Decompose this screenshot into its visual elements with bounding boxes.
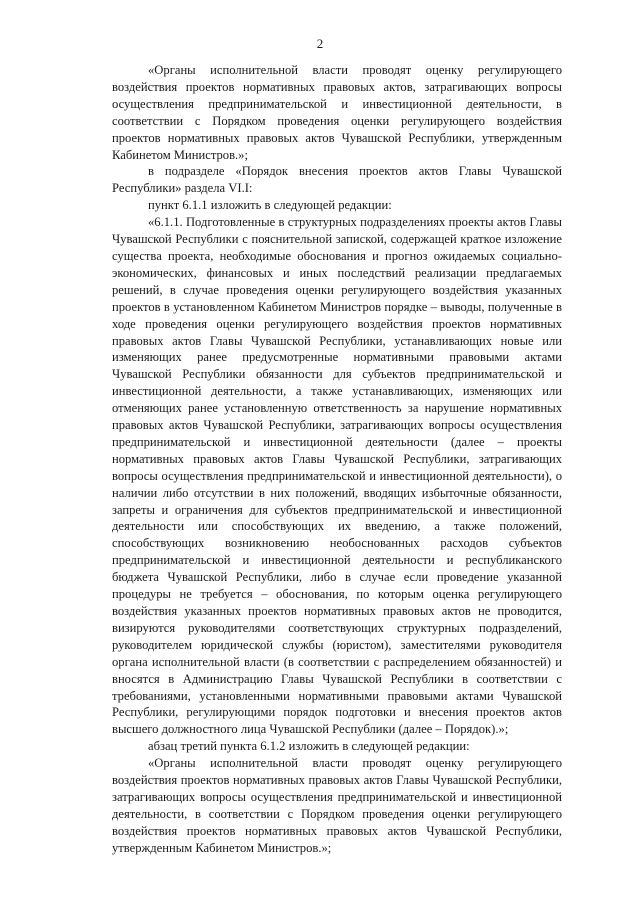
paragraph-1: «Органы исполнительной власти проводят оценку регулирующего воздействия проектов нормативных правовых актов, затрагивающих вопросы осуществления предпринимательской и инвестиционной деятельности, в соответствии с Порядком проведения оценки регулирующего воздействия проектов нормативных правовых актов Чувашской Республики, утвержденным Кабинетом Министров.»; (112, 63, 562, 162)
paragraph-2: в подразделе «Порядок внесения проектов актов Главы Чувашской Республики» раздела VI.I: (112, 164, 562, 196)
paragraph-5: абзац третий пункта 6.1.2 изложить в следующей редакции: (148, 739, 470, 754)
paragraph-3: пункт 6.1.1 изложить в следующей редакции: (148, 198, 392, 213)
document-body (112, 62, 562, 857)
paragraph-4: «6.1.1. Подготовленные в структурных подразделениях проекты актов Главы Чувашской Республики с пояснительной запиской, содержащей краткое изложение существа проекта, необходимые обоснования и прогноз ожидаемых социально-экономических, финансовых и иных последствий реализации предлагаемых решений, в случае проведения оценки регулирующего воздействия указанных проектов в установленном Кабинетом Министров порядке – выводы, полученные в ходе проведения оценки регулирующего воздействия проектов нормативных правовых актов Главы Чувашской Республики, устанавливающих новые или изменяющих ранее предусмотренные нормативными правовыми актами Чувашской Республики обязанности для субъектов предпринимательской и инвестиционной деятельности, а также устанавливающих, изменяющих или отменяющих ранее установленную ответственность за нарушение нормативных правовых актов Чувашской Республики, затрагивающих вопросы осуществления предпринимательской и инвестиционной деятельности (далее – проекты нормативных правовых актов Главы Чувашской Республики, затрагивающих вопросы осуществления предпринимательской и инвестиционной деятельности), о наличии либо отсутствии в них положений, вводящих избыточные обязанности, запреты и ограничения для субъектов предпринимательской и инвестиционной деятельности или способствующих их введению, а также положений, способствующих возникновению необоснованных расходов субъектов предпринимательской и инвестиционной деятельности и республиканского бюджета Чувашской Республики, либо в случае если проведение указанной процедуры не требуется – обоснования, по которым оценка регулирующего воздействия указанных проектов нормативных правовых актов не проводится, визируются руководителями соответствующих структурных подразделений, руководителем юридической службы (юристом), заместителями руководителя органа исполнительной власти (в соответствии с распределением обязанностей) и вносятся в Администрацию Главы Чувашской Республики в соответствии с требованиями, установленными нормативными правовыми актами Чувашской Республики, регулирующими порядок подготовки и внесения проектов актов высшего должностного лица Чувашской Республики (далее – Порядок).»; (112, 215, 562, 737)
paragraph-6: «Органы исполнительной власти проводят оценку регулирующего воздействия проектов нормативных правовых актов Главы Чувашской Республики, затрагивающих вопросы осуществления предпринимательской и инвестиционной деятельности, в соответствии с Порядком проведения оценки регулирующего воздействия проектов нормативных правовых актов Чувашской Республики, утвержденным Кабинетом Министров.»; (112, 756, 562, 855)
page-number: 2 (316, 36, 324, 51)
